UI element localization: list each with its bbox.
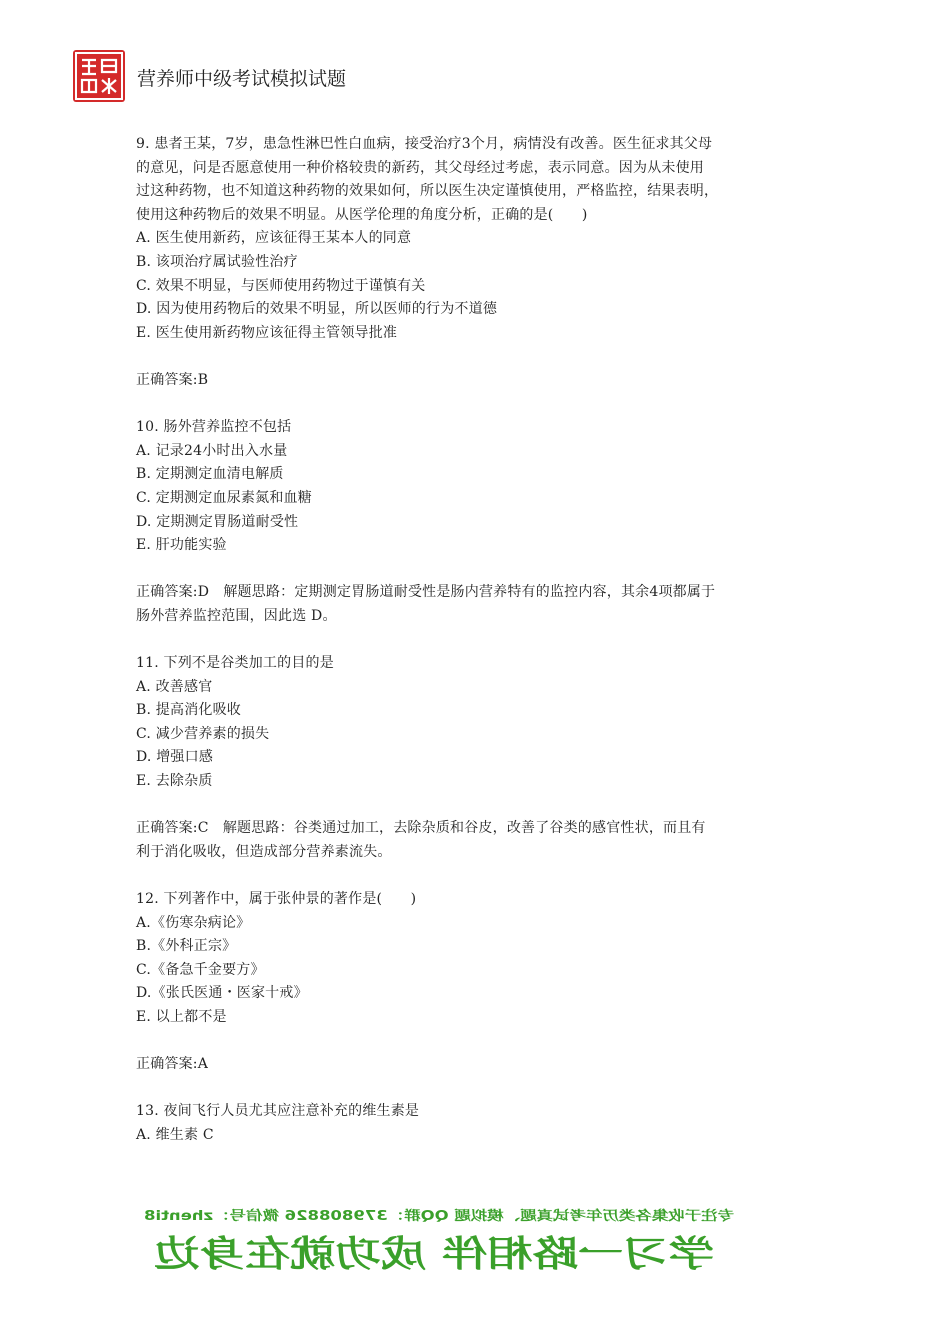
answer-option: D. 定期测定胃肠道耐受性 [136,513,299,530]
spacer [136,558,786,582]
footer-banner-large-text: 学习一路相伴 成功就在身边 [154,1234,714,1274]
question-stem: 使用这种药物后的效果不明显。从医学伦理的角度分析，正确的是( ) [136,206,588,223]
question-block [136,416,786,652]
question-stem: 9. 患者王某，7岁，患急性淋巴性白血病，接受治疗3个月，病情没有改善。医生征求其父母 [136,136,713,152]
question-list [136,133,786,1148]
answer-option: C. 效果不明显，与医师使用药物过于谨慎有关 [136,277,426,294]
answer-option: E. 医生使用新药物应该征得主管领导批准 [136,324,398,341]
question-block [136,1100,786,1147]
spacer [136,794,786,818]
answer-option: D. 增强口感 [136,749,214,766]
question-stem: 12. 下列著作中，属于张仲景的著作是( ) [136,891,417,907]
correct-answer: 肠外营养监控范围，因此选 D。 [136,607,337,624]
question-block [136,652,786,888]
answer-option: A. 医生使用新药，应该征得王某本人的同意 [136,230,412,247]
question-stem: 13. 夜间飞行人员尤其应注意补充的维生素是 [136,1103,420,1120]
question-stem: 11. 下列不是谷类加工的目的是 [136,655,334,672]
document-title: 营养师中级考试模拟试题 [137,68,347,90]
answer-option: E. 去除杂质 [136,773,213,790]
spacer [136,1077,786,1101]
answer-option: C.《备急千金要方》 [136,961,265,978]
page-header [73,50,573,104]
answer-option: E. 肝功能实验 [136,537,227,554]
footer-banner-small-text: 专注于收集各类历年考试真题、模拟题 QQ群：379808826 微信号：zhenti8 [267,1209,734,1224]
answer-option: D. 因为使用药物后的效果不明显，所以医师的行为不道德 [136,301,498,318]
question-block [136,888,786,1100]
answer-option: B. 提高消化吸收 [136,702,241,719]
answer-option: A.《伤寒杂病论》 [136,914,251,931]
answer-option: C. 减少营养素的损失 [136,725,270,742]
question-block [136,133,786,416]
answer-option: A. 改善感官 [136,678,213,695]
question-stem: 10. 肠外营养监控不包括 [136,419,292,436]
correct-answer: 正确答案:A [136,1056,209,1073]
correct-answer: 正确答案:B [136,371,209,388]
footer-banner [134,1206,734,1274]
question-stem: 的意见，问是否愿意使用一种价格较贵的新药，其父母经过考虑，表示同意。因为从未使用 [136,159,704,176]
correct-answer: 正确答案:D 解题思路：定期测定胃肠道耐受性是肠内营养特有的监控内容，其余4项都属于 [136,584,716,601]
answer-option: B.《外科正宗》 [136,938,237,955]
spacer [136,628,786,652]
answer-option: A. 维生素 C [136,1126,214,1143]
spacer [136,1030,786,1054]
answer-option: B. 该项治疗属试验性治疗 [136,253,298,270]
answer-option: A. 记录24小时出入水量 [136,442,288,459]
answer-option: D.《张氏医通・医家十戒》 [136,985,308,1002]
answer-option: B. 定期测定血清电解质 [136,466,284,483]
spacer [136,393,786,417]
correct-answer: 正确答案:C 解题思路：谷类通过加工，去除杂质和谷皮，改善了谷类的感官性状，而且有 [136,820,706,837]
seal-logo-icon [73,50,125,102]
answer-option: C. 定期测定血尿素氮和血糖 [136,489,312,506]
answer-option: E. 以上都不是 [136,1008,227,1025]
spacer [136,345,786,369]
spacer [136,864,786,888]
question-stem: 过这种药物，也不知道这种药物的效果如何，所以医生决定谨慎使用，严格监控，结果表明， [136,183,719,200]
correct-answer: 利于消化吸收，但造成部分营养素流失。 [136,843,392,860]
